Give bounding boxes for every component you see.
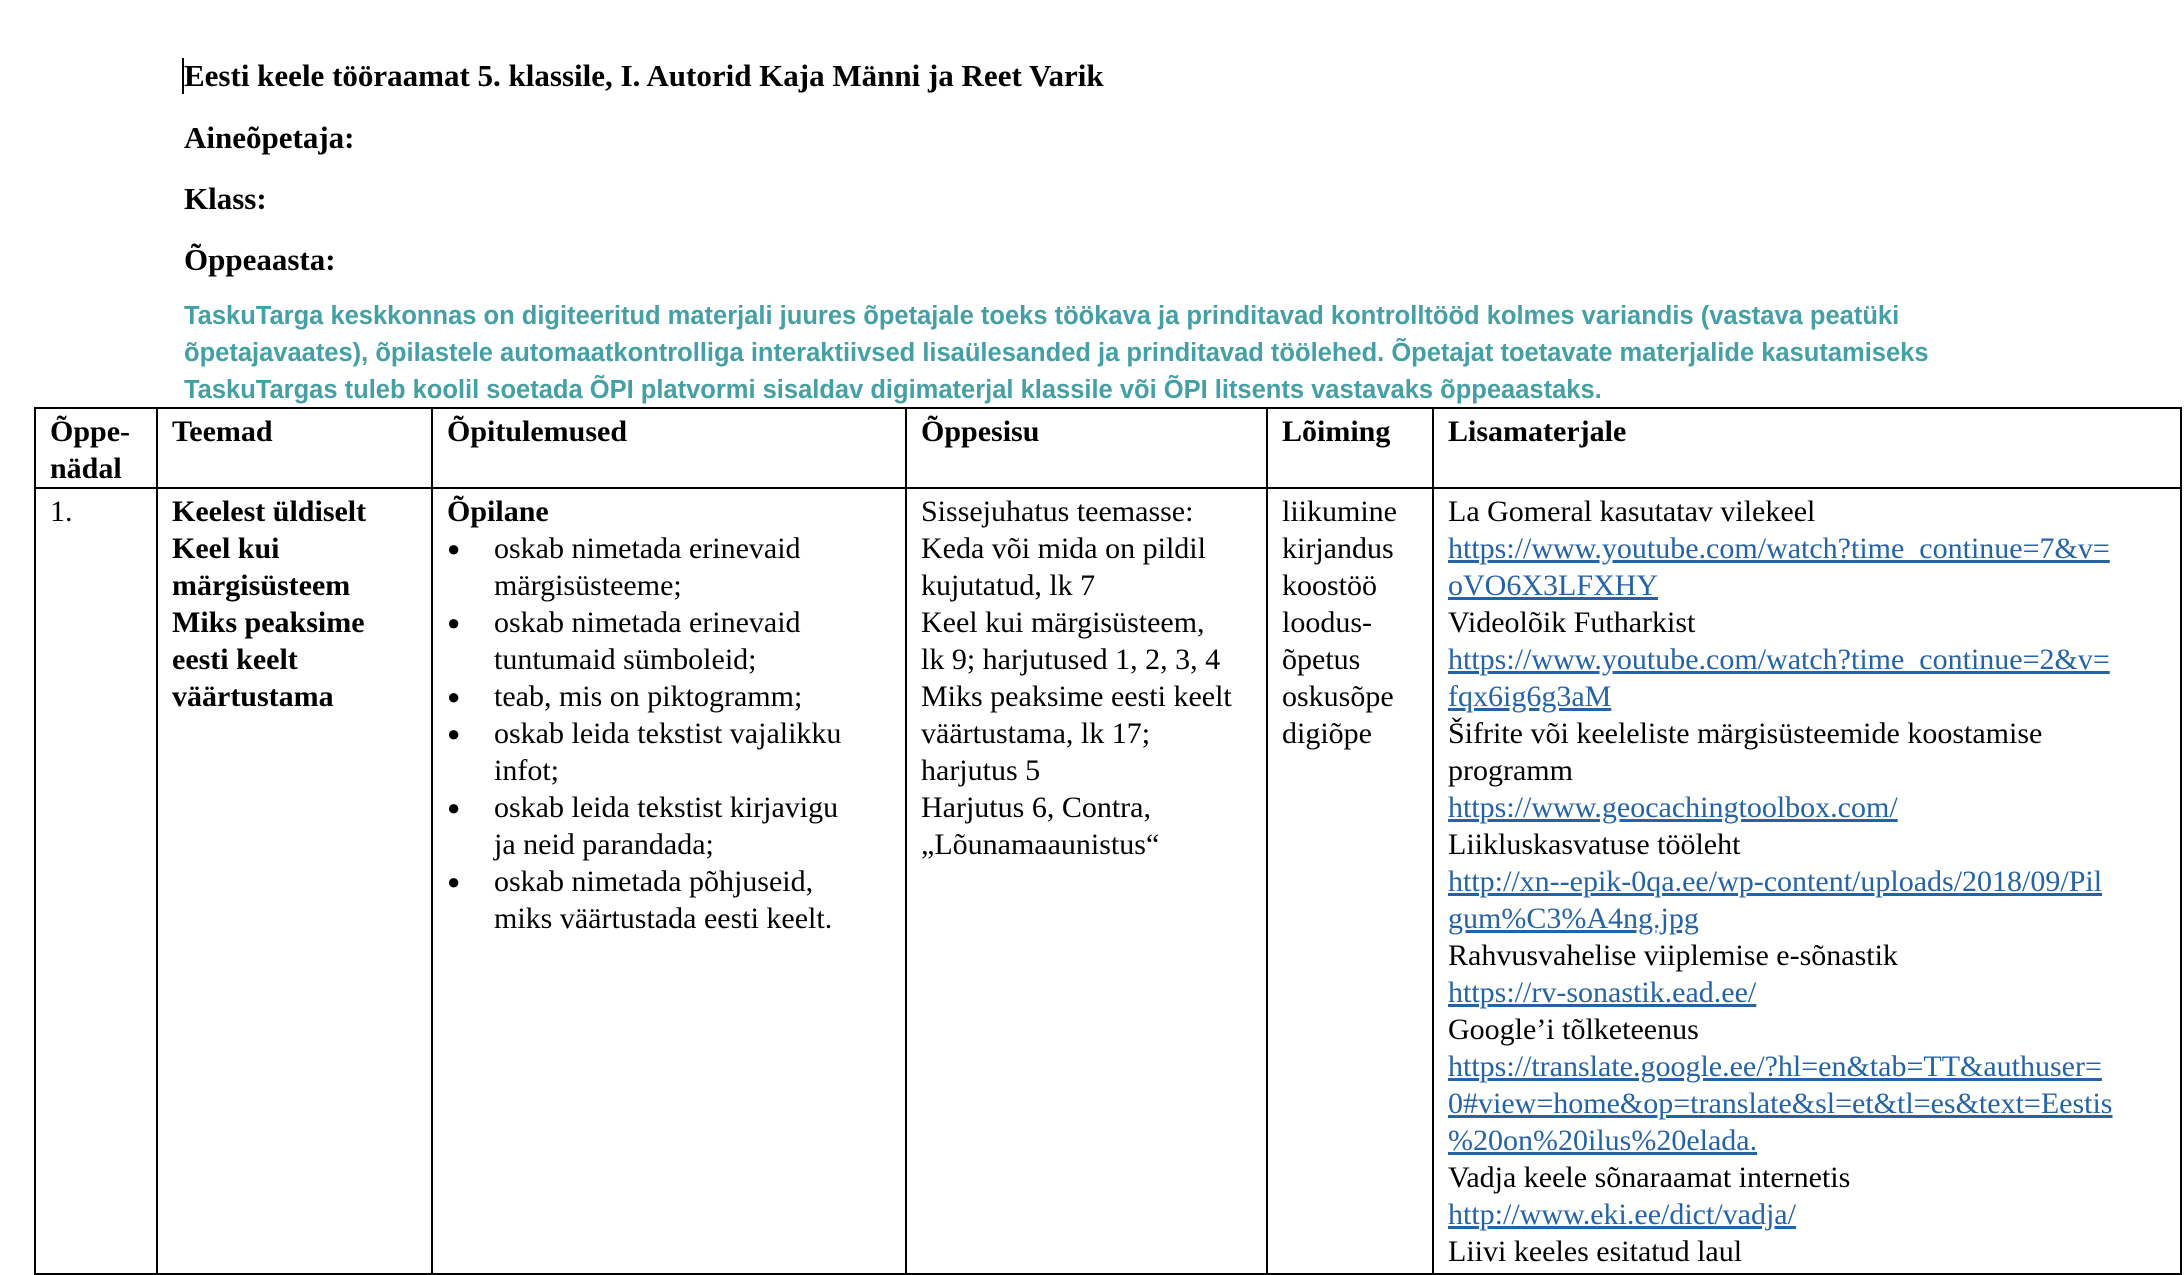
header-materials: Lisamaterjale bbox=[1433, 408, 2181, 488]
resource-title: Liikluskasvatuse tööleht bbox=[1448, 828, 1741, 861]
integration-line: kirjandus bbox=[1282, 532, 1394, 565]
table-header-row bbox=[35, 408, 2181, 488]
teacher-label: Aineõpetaja: bbox=[184, 120, 355, 155]
resource-title: Vadja keele sõnaraamat internetis bbox=[1448, 1161, 1851, 1194]
content-line: lk 9; harjutused 1, 2, 3, 4 bbox=[921, 643, 1221, 676]
platform-notice bbox=[184, 298, 2144, 409]
content-line: Keel kui märgisüsteem, bbox=[921, 606, 1205, 639]
notice-line: õpetajavaates), õpilastele automaatkontrolliga interaktiivsed lisaülesanded ja prinditavad töölehed. Õpetajat toetavate materjalide kasutamiseks bbox=[184, 339, 1929, 367]
topic-line: märgisüsteem bbox=[172, 569, 351, 602]
resource-link[interactable]: http://www.eki.ee/dict/vadja/ bbox=[1448, 1198, 1796, 1231]
resource-title: La Gomeral kasutatav vilekeel bbox=[1448, 495, 1816, 528]
integration-line: digiõpe bbox=[1282, 717, 1372, 750]
content-line: kujutatud, lk 7 bbox=[921, 569, 1096, 602]
content-line: harjutus 5 bbox=[921, 754, 1041, 787]
outcomes-list bbox=[447, 530, 893, 937]
list-item: ● oskab leida tekstist vajalikku infot; bbox=[447, 715, 893, 789]
resource-title: Šifrite või keeleliste märgisüsteemide koostamise bbox=[1448, 717, 2043, 750]
content-line: Miks peaksime eesti keelt bbox=[921, 680, 1232, 713]
resource-title: Rahvusvahelise viiplemise e-sõnastik bbox=[1448, 939, 1898, 972]
resource-link[interactable]: https://translate.google.ee/?hl=en&tab=TT&authuser= 0#view=home&op=translate&sl=et&tl=es&text=Eestis %20on%20ilus%20elada. bbox=[1448, 1050, 2113, 1157]
cell-outcomes bbox=[432, 488, 906, 1274]
list-item: ● oskab nimetada erinevaid tuntumaid sümboleid; bbox=[447, 604, 893, 678]
resource-title: programm bbox=[1448, 754, 1573, 787]
resource-link[interactable]: https://www.youtube.com/watch?time_continue=2&v= fqx6ig6g3aM bbox=[1448, 643, 2110, 713]
cell-content bbox=[906, 488, 1267, 1274]
header-content: Õppesisu bbox=[906, 408, 1267, 488]
list-item: ● oskab nimetada erinevaid märgisüsteeme; bbox=[447, 530, 893, 604]
integration-line: koostöö bbox=[1282, 569, 1378, 602]
outcomes-title: Õpilane bbox=[447, 495, 549, 528]
notice-line: TaskuTarga keskkonnas on digiteeritud materjali juures õpetajale toeks töökava ja prinditavad kontrolltööd kolmes variandis (vastava peatüki bbox=[184, 302, 1900, 330]
topic-line: Miks peaksime bbox=[172, 606, 365, 639]
table-row bbox=[35, 488, 2181, 1274]
cell-integration bbox=[1267, 488, 1433, 1274]
integration-line: õpetus bbox=[1282, 643, 1361, 676]
content-line: Harjutus 6, Contra, bbox=[921, 791, 1151, 824]
topic-line: Keelest üldiselt bbox=[172, 495, 367, 528]
content-line: „Lõunamaaunistus“ bbox=[921, 828, 1160, 861]
topic-line: väärtustama bbox=[172, 680, 334, 713]
list-item: ● oskab leida tekstist kirjavigu ja neid parandada; bbox=[447, 789, 893, 863]
year-label: Õppeaasta: bbox=[184, 242, 336, 277]
integration-line: liikumine bbox=[1282, 495, 1397, 528]
header-outcomes: Õpitulemused bbox=[432, 408, 906, 488]
cell-week: 1. bbox=[35, 488, 157, 1274]
content-line: Sissejuhatus teemasse: bbox=[921, 495, 1194, 528]
list-item: ● oskab nimetada põhjuseid, miks väärtustada eesti keelt. bbox=[447, 863, 893, 937]
work-plan-table bbox=[34, 407, 2182, 1275]
resource-link[interactable]: https://www.youtube.com/watch?time_continue=7&v= oVO6X3LFXHY bbox=[1448, 532, 2110, 602]
resource-title: Google’i tõlketeenus bbox=[1448, 1013, 1699, 1046]
resource-link[interactable]: http://xn--epik-0qa.ee/wp-content/uploads/2018/09/Pil gum%C3%A4ng.jpg bbox=[1448, 865, 2103, 935]
topic-line: eesti keelt bbox=[172, 643, 298, 676]
notice-line: TaskuTargas tuleb koolil soetada ÕPI platvormi sisaldav digimaterjal klassile või ÕPI litsents vastavaks õppeaastaks. bbox=[184, 376, 1602, 404]
content-line: Keda või mida on pildil bbox=[921, 532, 1206, 565]
resource-title: Liivi keeles esitatud laul bbox=[1448, 1235, 1743, 1268]
resource-title: Videolõik Futharkist bbox=[1448, 606, 1696, 639]
header-integration: Lõiming bbox=[1267, 408, 1433, 488]
cell-topics bbox=[157, 488, 432, 1274]
cell-materials bbox=[1433, 488, 2181, 1274]
resource-link[interactable]: https://www.geocachingtoolbox.com/ bbox=[1448, 791, 1898, 824]
topic-line: Keel kui bbox=[172, 532, 280, 565]
resource-link[interactable]: https://rv-sonastik.ead.ee/ bbox=[1448, 976, 1757, 1009]
header-week: Õppe- nädal bbox=[35, 408, 157, 488]
document-title: Eesti keele tööraamat 5. klassile, I. Autorid Kaja Männi ja Reet Varik bbox=[184, 58, 1104, 93]
integration-line: oskusõpe bbox=[1282, 680, 1394, 713]
class-label: Klass: bbox=[184, 181, 267, 216]
list-item: ● teab, mis on piktogramm; bbox=[447, 678, 893, 715]
header-topics: Teemad bbox=[157, 408, 432, 488]
content-line: väärtustama, lk 17; bbox=[921, 717, 1151, 750]
integration-line: loodus- bbox=[1282, 606, 1372, 639]
